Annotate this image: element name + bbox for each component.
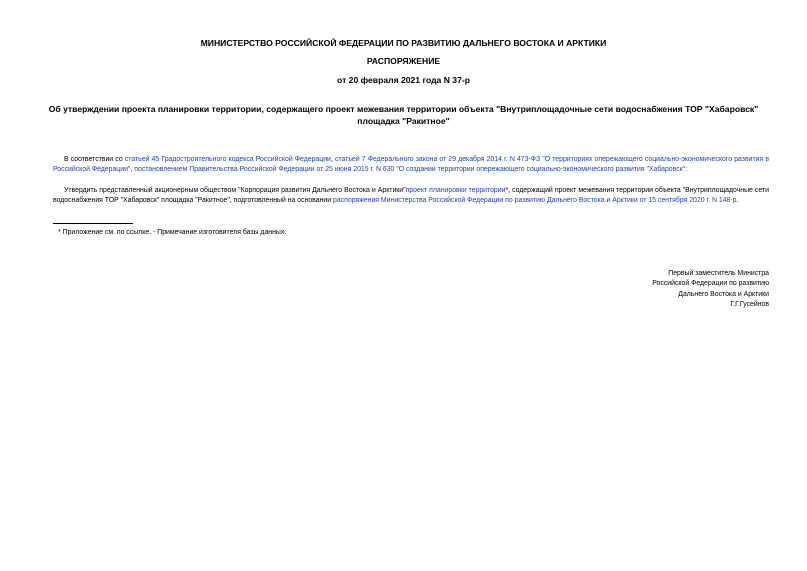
text-fragment: , (330, 156, 335, 163)
paragraph-approval (53, 186, 769, 205)
text-fragment: Утвердить представленный акционерным обществом "Корпорация развития Дальнего Востока и Арктики" (64, 187, 406, 194)
signatory-name: Г.Г.Гусейнов (730, 300, 769, 308)
text-fragment: , (130, 165, 135, 173)
footnote-divider (53, 223, 133, 224)
signature-block (569, 269, 769, 310)
link-government-decree-630[interactable]: постановлением Правительства Российской Федерации от 25 июня 2015 г. N 630 "О создании территории опережающего социально-экономического развития "Хабаровск" (134, 165, 686, 173)
ministry-name: МИНИСТЕРСТВО РОССИЙСКОЙ ФЕДЕРАЦИИ ПО РАЗВИТИЮ ДАЛЬНЕГО ВОСТОКА И АРКТИКИ (200, 38, 607, 48)
text-fragment: . (736, 196, 739, 204)
signature-line: Дальнего Востока и Арктики (678, 290, 769, 298)
document-date: от 20 февраля 2021 года N 37-р (337, 75, 470, 85)
link-federal-law-473[interactable]: статьей 7 Федерального закона от 29 декабря 2014 г. N 473-ФЗ "О территориях опережающего социально-экономического развития в Российской Федерации" (53, 156, 769, 173)
signature-line: Российской Федерации по развитию (652, 280, 769, 288)
document-type: РАСПОРЯЖЕНИЕ (366, 56, 441, 66)
paragraph-legal-basis (53, 155, 769, 174)
link-territory-plan[interactable]: проект планировки территории (405, 187, 506, 194)
text-fragment: : (685, 165, 688, 173)
text-fragment: *, содержащий проект межевания территории объекта "Внутриплощадочные сети водоснабжения ТОР "Хабаровск" площадка "Ракитное", подготовленный на основании (53, 187, 769, 204)
link-ministry-order-148[interactable]: распоряжения Министерства Российской Федерации по развитию Дальнего Востока и Арктики от 15 сентября 2020 г. N 148-р (333, 196, 737, 204)
link-grad-code-article-45[interactable]: статьей 45 Градостроительного кодекса Российской Федерации (124, 156, 331, 163)
text-fragment: В соответствии со (64, 156, 125, 163)
document-title: Об утверждении проекта планировки территории, содержащего проект межевания территории объекта "Внутриплощадочные сети водоснабжения ТОР "Хабаровск" площадка "Ракитное" (48, 104, 759, 126)
signature-line: Первый заместитель Министра (668, 270, 769, 277)
footnote: * Приложение см. по ссылке. - Примечание изготовителя базы данных. (58, 229, 287, 236)
